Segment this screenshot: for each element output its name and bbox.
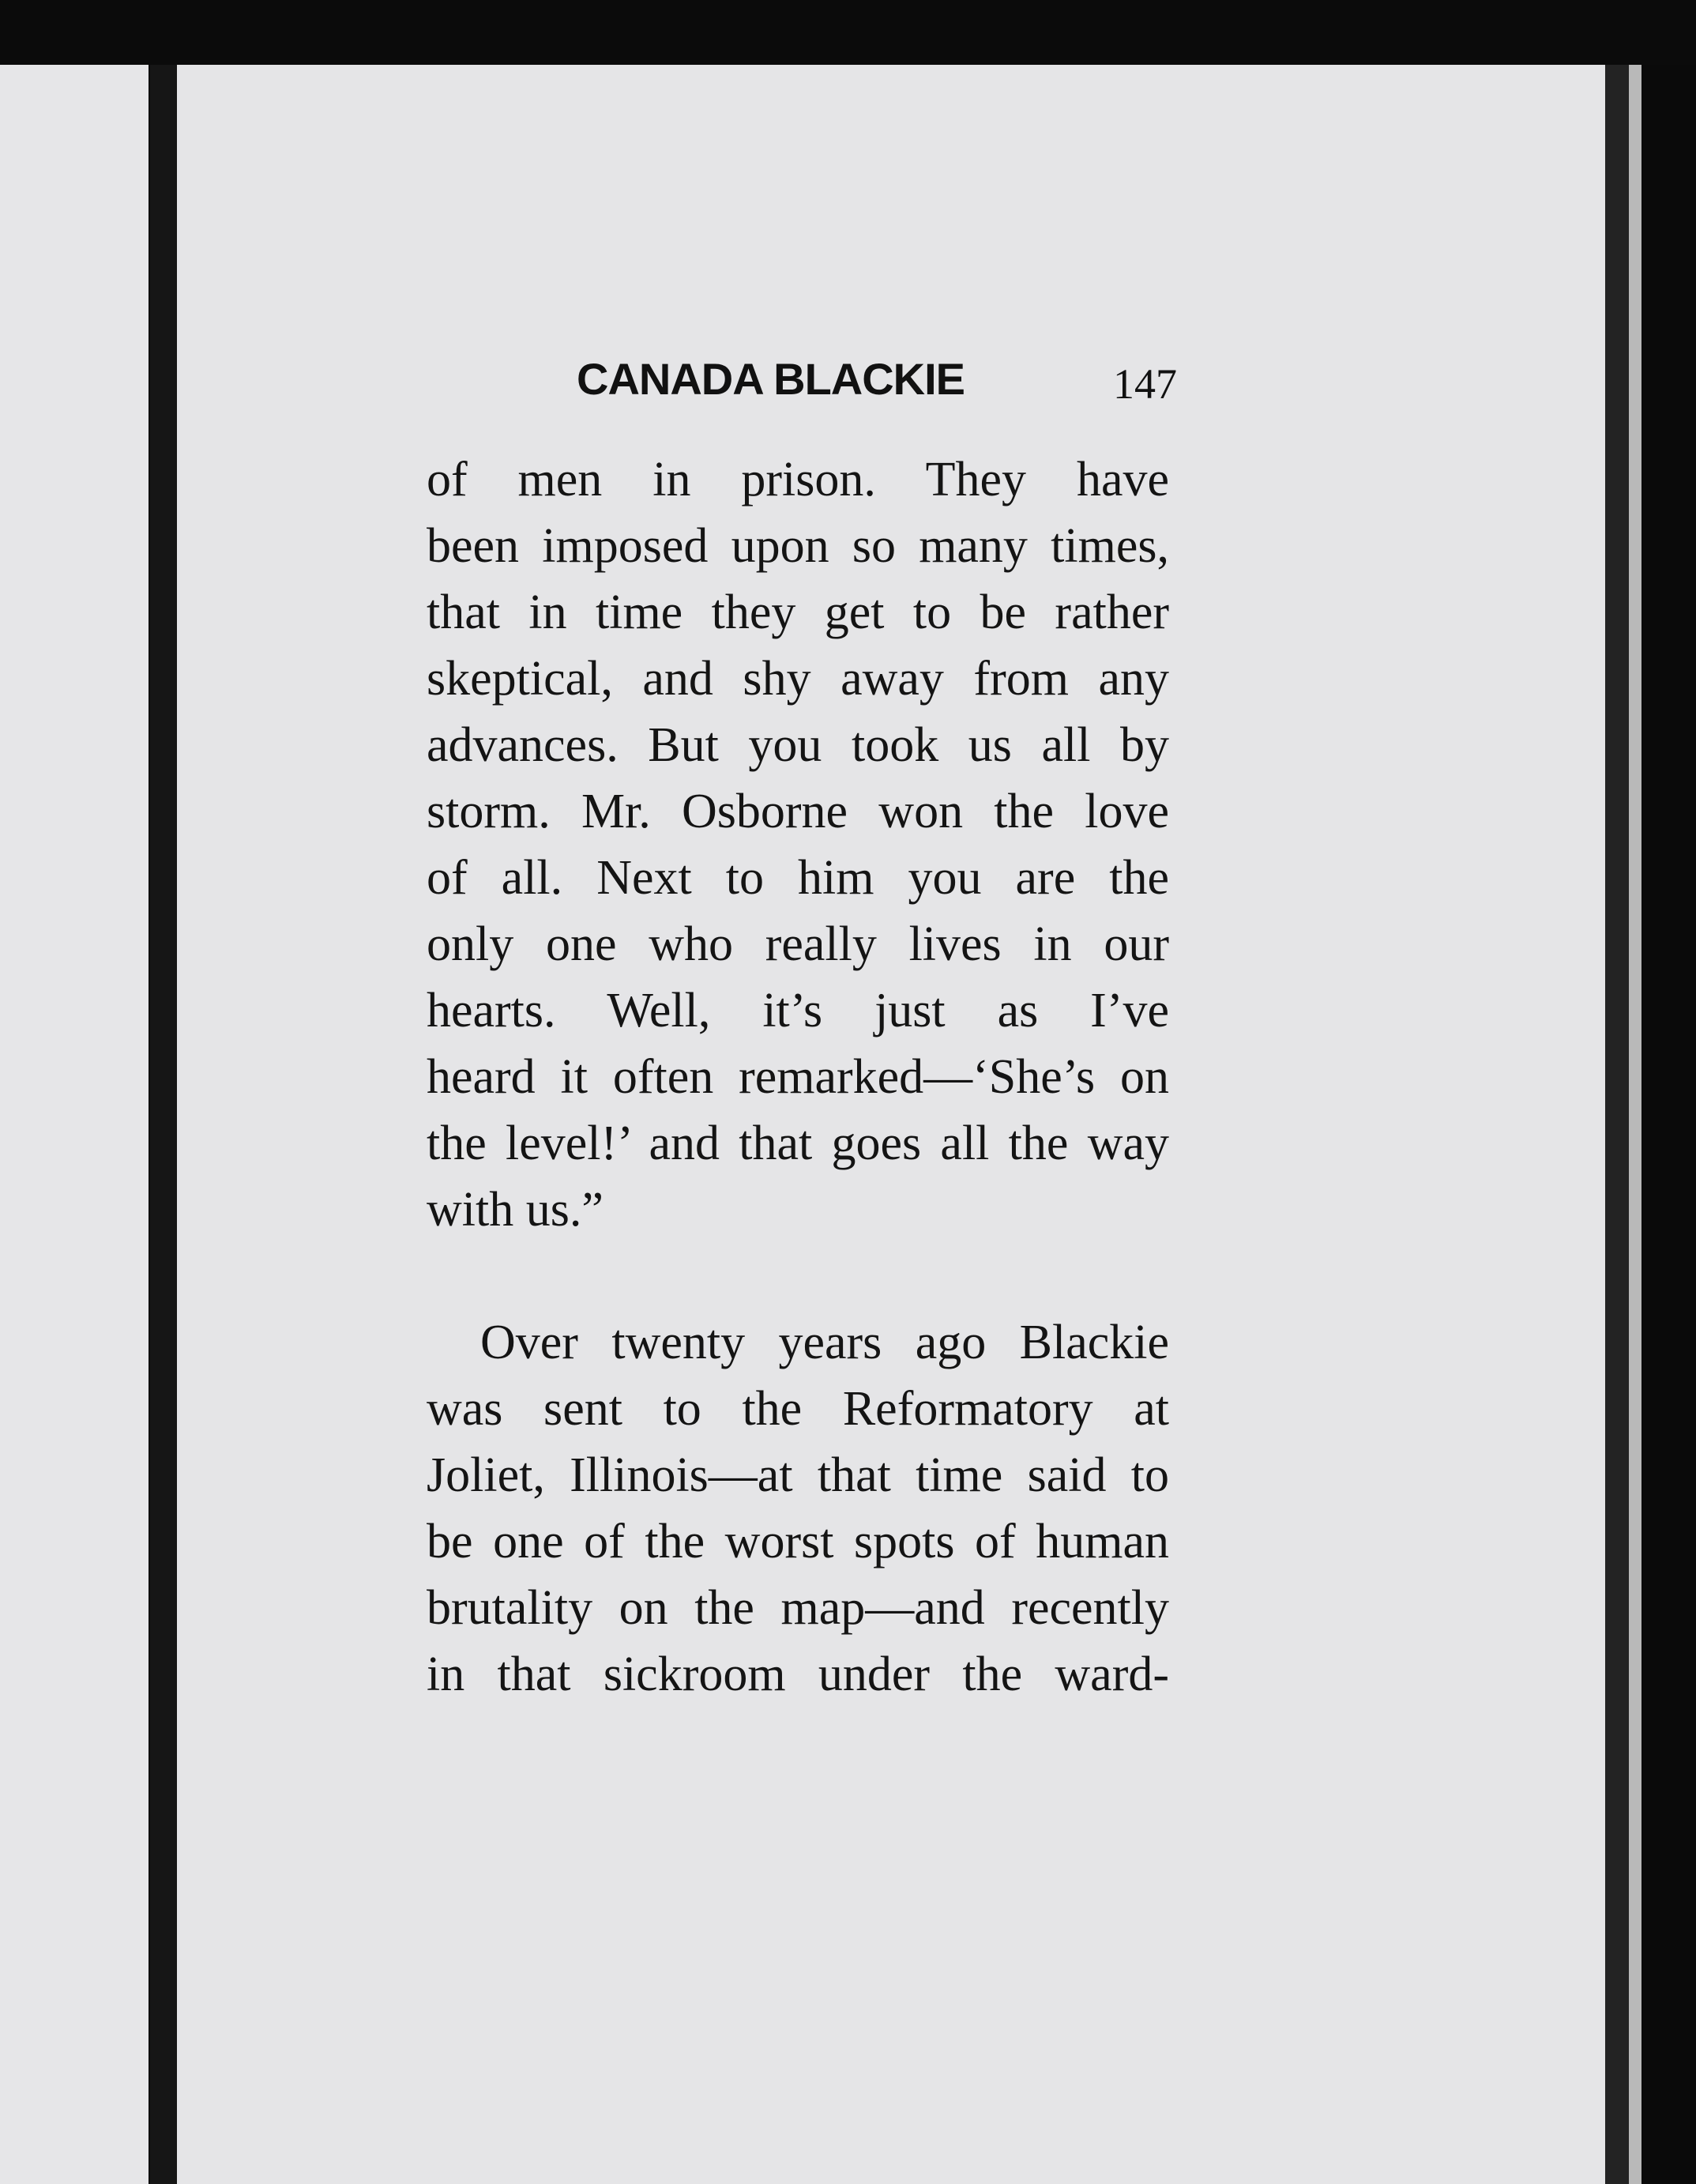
scan-right-border [1641,65,1696,2184]
text-line: with us.” [427,1183,604,1237]
text-line: was sent to the Reformatory at [427,1382,1169,1436]
text-line: of all. Next to him you are the [427,851,1169,905]
text-line: hearts. Well, it’s just as I’ve [427,984,1169,1037]
text-line: only one who really lives in our [427,917,1169,971]
facing-page-edge [0,65,149,2184]
text-line: brutality on the map—and recently [427,1581,1169,1635]
text-line: that in time they get to be rather [427,586,1169,639]
paragraph [427,446,1169,1243]
text-line: of men in prison. They have [427,453,1169,506]
scan-top-border [0,0,1696,65]
text-line: Over twenty years ago Blackie [480,1316,1169,1369]
paragraph [427,1309,1169,1708]
page-right-edge [1605,65,1629,2184]
body-text [427,446,1169,1708]
text-line: been imposed upon so many times, [427,519,1169,573]
text-line: be one of the worst spots of human [427,1515,1169,1568]
text-line: advances. But you took us all by [427,718,1169,772]
page-edge-highlight [1629,65,1641,2184]
binding-rule [150,65,177,2184]
running-head [577,348,1177,411]
running-title: CANADA BLACKIE [577,354,965,404]
page-number: 147 [1113,360,1177,408]
text-line: skeptical, and shy away from any [427,652,1169,706]
text-line: in that sickroom under the ward- [427,1647,1169,1701]
text-line: storm. Mr. Osborne won the love [427,785,1169,838]
text-line: heard it often remarked—‘She’s on [427,1050,1169,1104]
text-line: Joliet, Illinois—at that time said to [427,1448,1169,1502]
text-line: the level!’ and that goes all the way [427,1116,1169,1170]
